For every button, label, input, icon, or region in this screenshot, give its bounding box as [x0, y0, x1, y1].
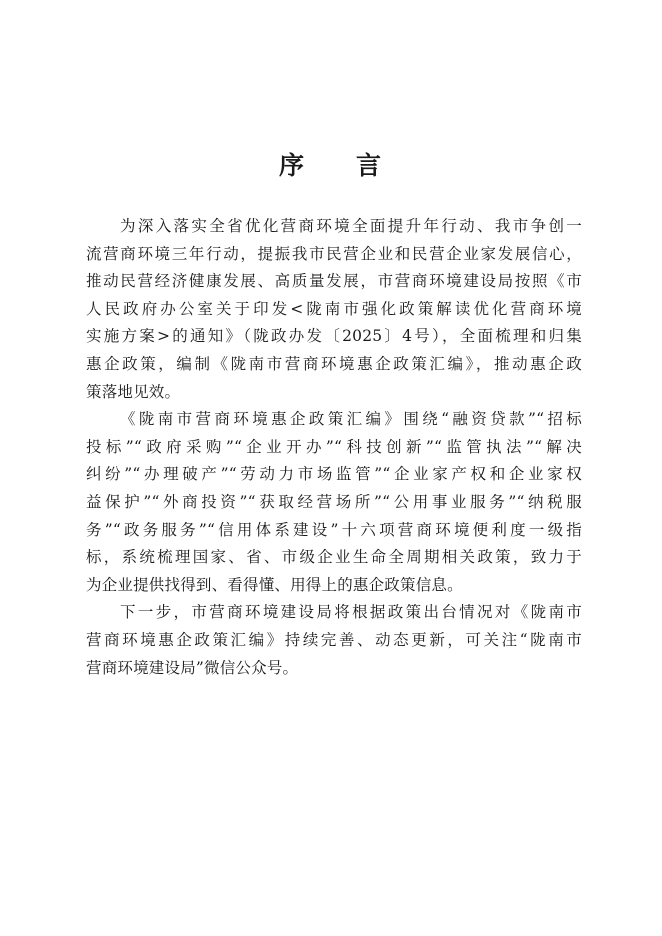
- paragraph-2-line-3: 纠纷”“办理破产”“劳动力市场监管”“企业家产权和企业家权: [86, 465, 582, 484]
- paragraph-3-line-1: 下一步，市营商环境建设局将根据政策出台情况对《陇南市: [120, 603, 582, 622]
- paragraph-3-line-3: 营商环境建设局”微信公众号。: [86, 658, 299, 677]
- paragraph-1-line-5: 实施方案>的通知》（陇政办发〔2025〕4号），全面梳理和归集: [86, 327, 582, 346]
- paragraph-2-line-4: 益保护”“外商投资”“获取经营场所”“公用事业服务”“纳税服: [86, 492, 582, 511]
- preface-body: [86, 213, 582, 682]
- paragraph-2-line-7: 为企业提供找得到、看得懂、用得上的惠企政策信息。: [86, 575, 463, 594]
- paragraph-1-line-1: 为深入落实全省优化营商环境全面提升年行动、我市争创一: [120, 217, 582, 235]
- paragraph-1-line-4: 人民政府办公室关于印发<陇南市强化政策解读优化营商环境: [86, 299, 582, 318]
- paragraph-3-line-2: 营商环境惠企政策汇编》持续完善、动态更新，可关注“陇南市: [86, 630, 582, 649]
- title-char-2: 言: [356, 151, 384, 180]
- paragraph-2-line-5: 务”“政务服务”“信用体系建设”十六项营商环境便利度一级指: [86, 520, 582, 539]
- title-char-1: 序: [278, 151, 306, 180]
- paragraph-1-line-2: 流营商环境三年行动，提振我市民营企业和民营企业家发展信心，: [86, 244, 582, 263]
- paragraph-1-line-6: 惠企政策，编制《陇南市营商环境惠企政策汇编》，推动惠企政: [86, 354, 582, 373]
- paragraph-1-line-3: 推动民营经济健康发展、高质量发展，市营商环境建设局按照《市: [86, 272, 582, 291]
- page-title: [0, 146, 662, 186]
- paragraph-2-line-1: 《陇南市营商环境惠企政策汇编》围绕“融资贷款”“招标: [120, 410, 582, 429]
- paragraph-1-line-7: 策落地见效。: [86, 382, 181, 401]
- paragraph-2-line-2: 投标”“政府采购”“企业开办”“科技创新”“监管执法”“解决: [86, 437, 582, 456]
- paragraph-2-line-6: 标，系统梳理国家、省、市级企业生命全周期相关政策，致力于: [86, 548, 582, 567]
